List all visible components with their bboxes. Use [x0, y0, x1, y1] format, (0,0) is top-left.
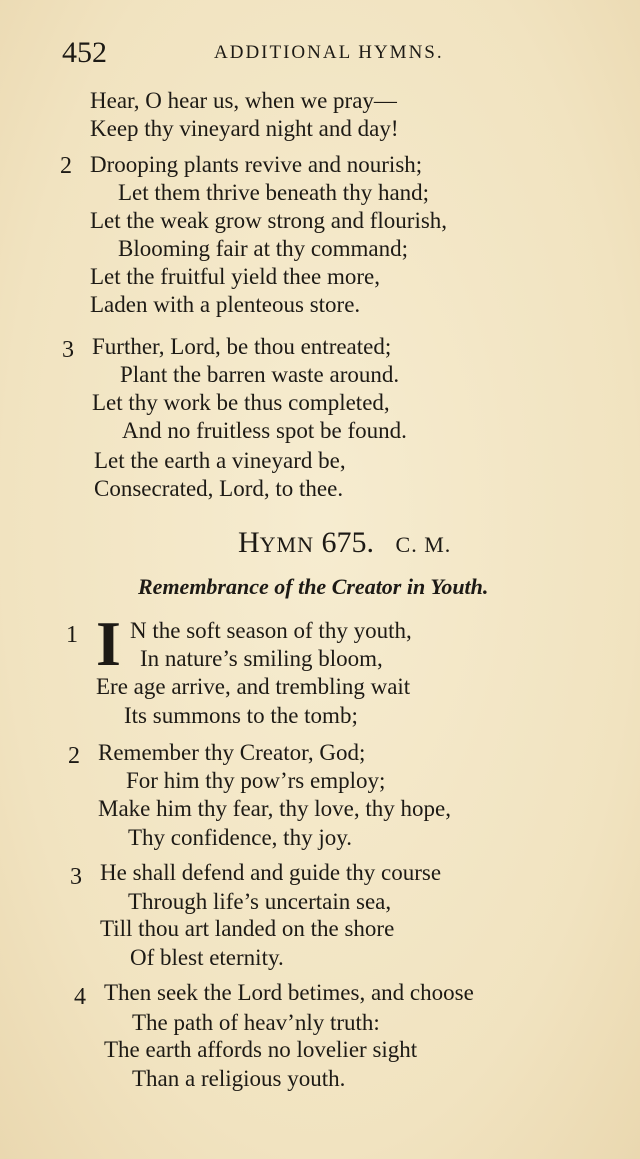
verse-line: Plant the barren waste around. — [120, 362, 400, 387]
page-header — [62, 36, 562, 76]
page-number: 452 — [62, 36, 107, 69]
verse-line: Let them thrive beneath thy hand; — [118, 180, 430, 205]
verse-line: Till thou art landed on the shore — [100, 916, 395, 941]
verse-line: For him thy pow’rs employ; — [126, 768, 386, 793]
verse-line: Keep thy vineyard night and day! — [90, 116, 399, 141]
stanza-number: 1 — [66, 622, 78, 648]
hymn-meter: C. M. — [395, 532, 452, 557]
verse-line: Of blest eternity. — [130, 945, 284, 970]
verse-line: Blooming fair at thy command; — [118, 236, 409, 261]
running-head: ADDITIONAL HYMNS. — [214, 42, 444, 63]
verse-line: Than a religious youth. — [132, 1066, 346, 1091]
verse-line: Let the fruitful yield thee more, — [90, 264, 380, 289]
stanza-number: 2 — [68, 743, 80, 769]
verse-line: Further, Lord, be thou entreated; — [92, 334, 392, 359]
verse-line: Through life’s uncertain sea, — [128, 889, 392, 914]
verse-line: N the soft season of thy youth, — [130, 618, 412, 643]
verse-line: Its summons to the tomb; — [124, 703, 358, 728]
verse-line: Laden with a plenteous store. — [90, 292, 361, 317]
hymn-title-initial: H — [238, 526, 260, 559]
hymn-subtitle: Remembrance of the Creator in Youth. — [138, 574, 489, 599]
stanza-number: 2 — [60, 153, 72, 179]
stanza-number: 4 — [74, 984, 86, 1010]
verse-line: Consecrated, Lord, to thee. — [94, 476, 344, 501]
drop-cap: I — [96, 608, 121, 679]
stanza-number: 3 — [70, 864, 82, 890]
verse-line: Thy confidence, thy joy. — [128, 825, 352, 850]
verse-line: He shall defend and guide thy course — [100, 860, 442, 885]
stanza-number: 3 — [62, 337, 74, 363]
verse-line: Then seek the Lord betimes, and choose — [104, 980, 474, 1005]
hymn-title-rest: YMN — [259, 532, 315, 557]
verse-line: The earth affords no lovelier sight — [104, 1037, 418, 1062]
verse-line: In nature’s smiling bloom, — [140, 646, 383, 671]
hymn-title — [238, 526, 451, 560]
verse-line: Let the earth a vineyard be, — [94, 448, 346, 473]
verse-line: Make him thy fear, thy love, thy hope, — [98, 796, 451, 821]
verse-line: The path of heav’nly truth: — [132, 1010, 380, 1035]
verse-line: Let the weak grow strong and flourish, — [90, 208, 448, 233]
verse-line: And no fruitless spot be found. — [122, 418, 407, 443]
verse-line: Remember thy Creator, God; — [98, 740, 366, 765]
verse-line: Hear, O hear us, when we pray— — [90, 88, 397, 113]
verse-line: Ere age arrive, and trembling wait — [96, 674, 411, 699]
hymn-number: 675. — [321, 526, 375, 559]
verse-line: Drooping plants revive and nourish; — [90, 152, 423, 177]
verse-line: Let thy work be thus completed, — [92, 390, 390, 415]
